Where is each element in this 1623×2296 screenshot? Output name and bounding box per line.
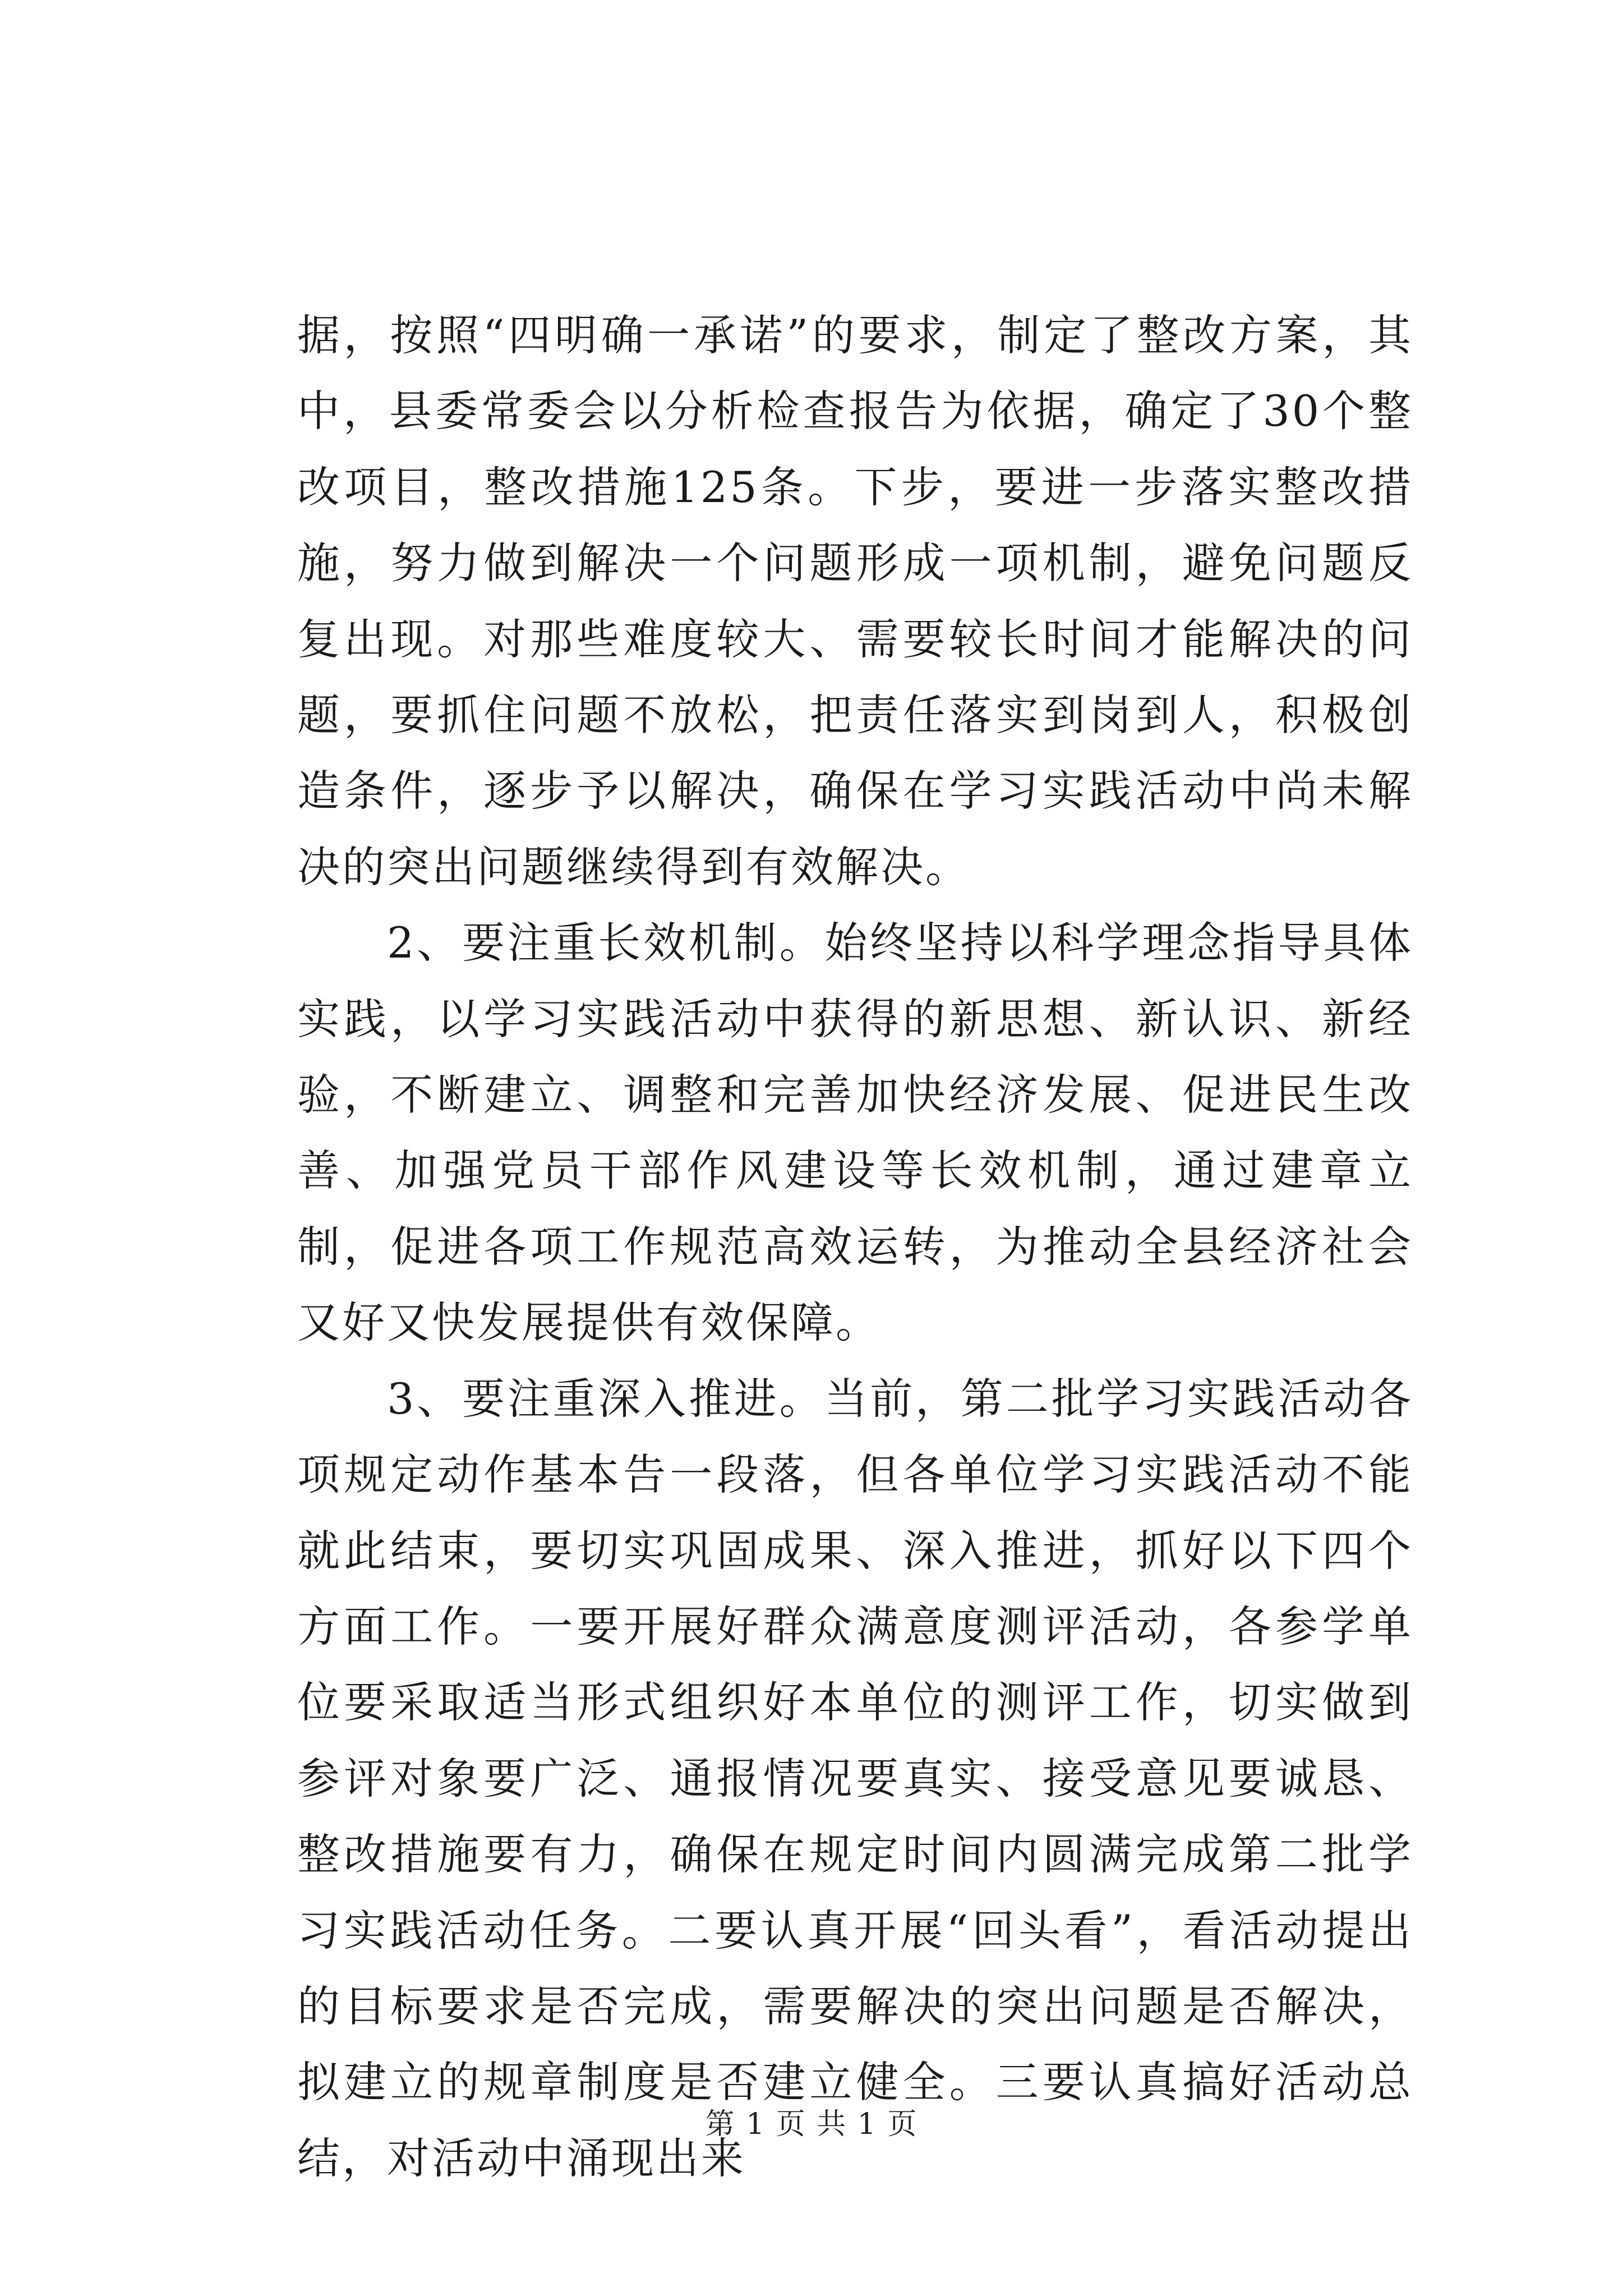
- page-footer: 第 1 页 共 1 页: [705, 2108, 918, 2141]
- document-body: [297, 297, 1413, 2196]
- paragraph-deep-advance: 3、要注重深入推进。当前，第二批学习实践活动各项规定动作基本告一段落，但各单位学习实践活动不能就此结束，要切实巩固成果、深入推进，抓好以下四个方面工作。一要开展好群众满意度测评活动，各参学单位要采取适当形式组织好本单位的测评工作，切实做到参评对象要广泛、通报情况要真实、接受意见要诚恳、整改措施要有力，确保在规定时间内圆满完成第二批学习实践活动任务。二要认真开展“回头看”，看活动提出的目标要求是否完成，需要解决的突出问题是否解决，拟建立的规章制度是否建立健全。三要认真搞好活动总结，对活动中涌现出来: [297, 1373, 1413, 2183]
- paragraph-continuation: 据，按照“四明确一承诺”的要求，制定了整改方案，其中，县委常委会以分析检查报告为依据，确定了30个整改项目，整改措施125条。下步，要进一步落实整改措施，努力做到解决一个问题形成一项机制，避免问题反复出现。对那些难度较大、需要较长时间才能解决的问题，要抓住问题不放松，把责任落实到岗到人，积极创造条件，逐步予以解决，确保在学习实践活动中尚未解决的突出问题继续得到有效解决。: [297, 310, 1413, 892]
- paragraph-long-term-mechanism: 2、要注重长效机制。始终坚持以科学理念指导具体实践，以学习实践活动中获得的新思想、新认识、新经验，不断建立、调整和完善加快经济发展、促进民生改善、加强党员干部作风建设等长效机制，通过建章立制，促进各项工作规范高效运转，为推动全县经济社会又好又快发展提供有效保障。: [297, 918, 1413, 1348]
